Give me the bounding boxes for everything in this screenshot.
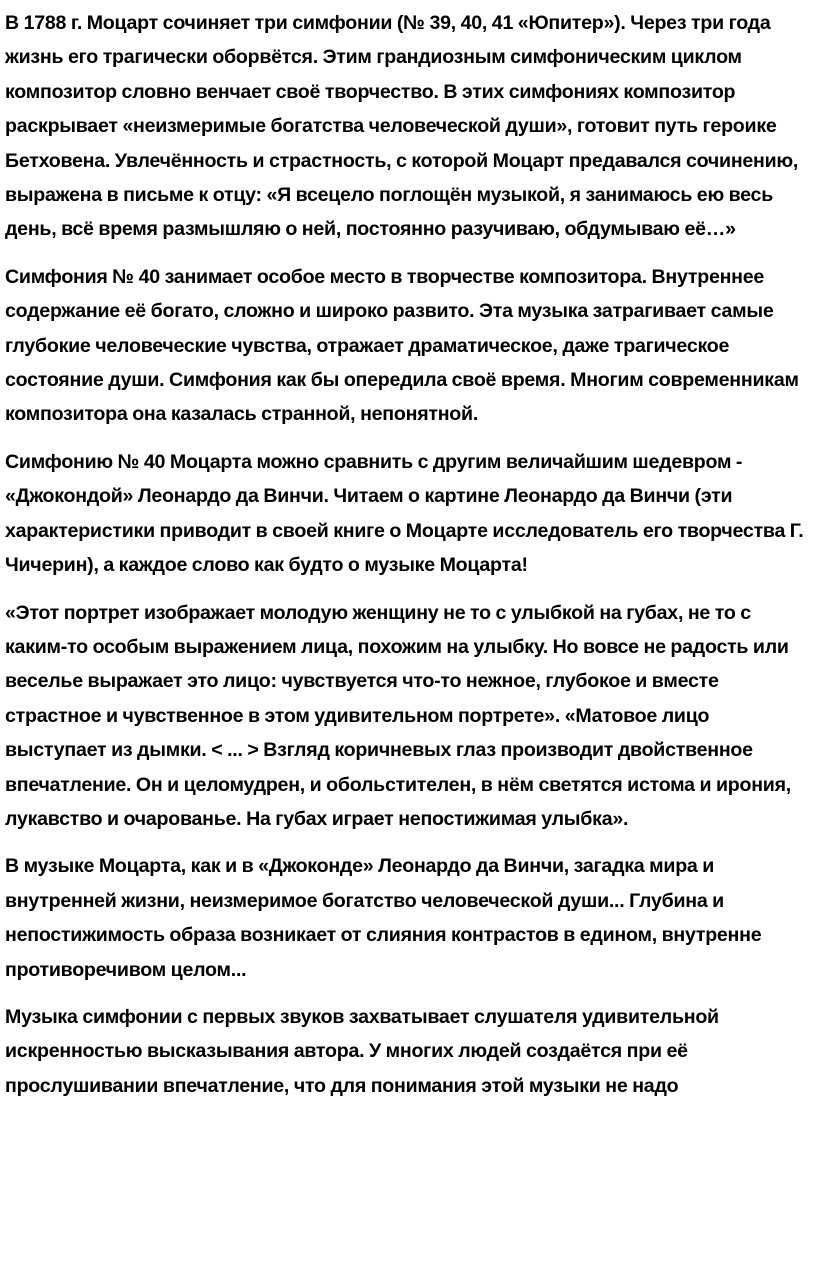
- paragraph-portrait-quote: «Этот портрет изображает молодую женщину не то с улыбкой на губах, не то с каким-то особым выражением лица, похожим на улыбку. Но вовсе не радость или веселье выражает это лицо: чувствуется что-то нежное, глубокое и вместе страстное и чувственное в этом удивительном портрете». «Матовое лицо выступает из дымки. < ... > Взгляд коричневых глаз производит двойственное впечатление. Он и целомудрен, и обольстителен, в нём светятся истома и ирония, лукавство и очарованье. На губах играет непостижимая улыбка».: [5, 601, 791, 830]
- paragraph-mystery-of-world: В музыке Моцарта, как и в «Джоконде» Леонардо да Винчи, загадка мира и внутренней жизни, неизмеримое богатство человеческой души... Глубина и непостижимость образа возникает от слияния контрастов в едином, внутренне противоречивом целом...: [5, 855, 762, 981]
- paragraph-gioconda-comparison: Симфонию № 40 Моцарта можно сравнить с другим величайшим шедевром - «Джокондой» Леонардо да Винчи. Читаем о картине Леонардо да Винчи (эти характеристики приводит в своей книге о Моцарте исследователь его творчества Г. Чичерин), а каждое слово как будто о музыке Моцарта!: [5, 450, 804, 577]
- paragraph-symphony-40: Симфония № 40 занимает особое место в творчестве композитора. Внутреннее содержание её богато, сложно и широко развито. Эта музыка затрагивает самые глубокие человеческие чувства, отражает драматическое, даже трагическое состояние души. Симфония как бы опередила своё время. Многим современникам композитора она казалась странной, непонятной.: [5, 265, 799, 426]
- paragraph-symphonies-1788: В 1788 г. Моцарт сочиняет три симфонии (№ 39, 40, 41 «Юпитер»). Через три года жизнь его трагически оборвётся. Этим грандиозным симфоническим циклом композитор словно венчает своё творчество. В этих симфониях композитор раскрывает «неизмеримые богатства человеческой души», готовит путь героике Бетховена. Увлечённость и страстность, с которой Моцарт предавался сочинению, выражена в письме к отцу: «Я всецело поглощён музыкой, я занимаюсь ею весь день, всё время размышляю о ней, постоянно разучиваю, обдумываю её…»: [5, 12, 799, 241]
- paragraph-first-sounds: Музыка симфонии с первых звуков захватывает слушателя удивительной искренностью высказывания автора. У многих людей создаётся при её прослушивании впечатление, что для понимания этой музыки не надо: [5, 1005, 719, 1097]
